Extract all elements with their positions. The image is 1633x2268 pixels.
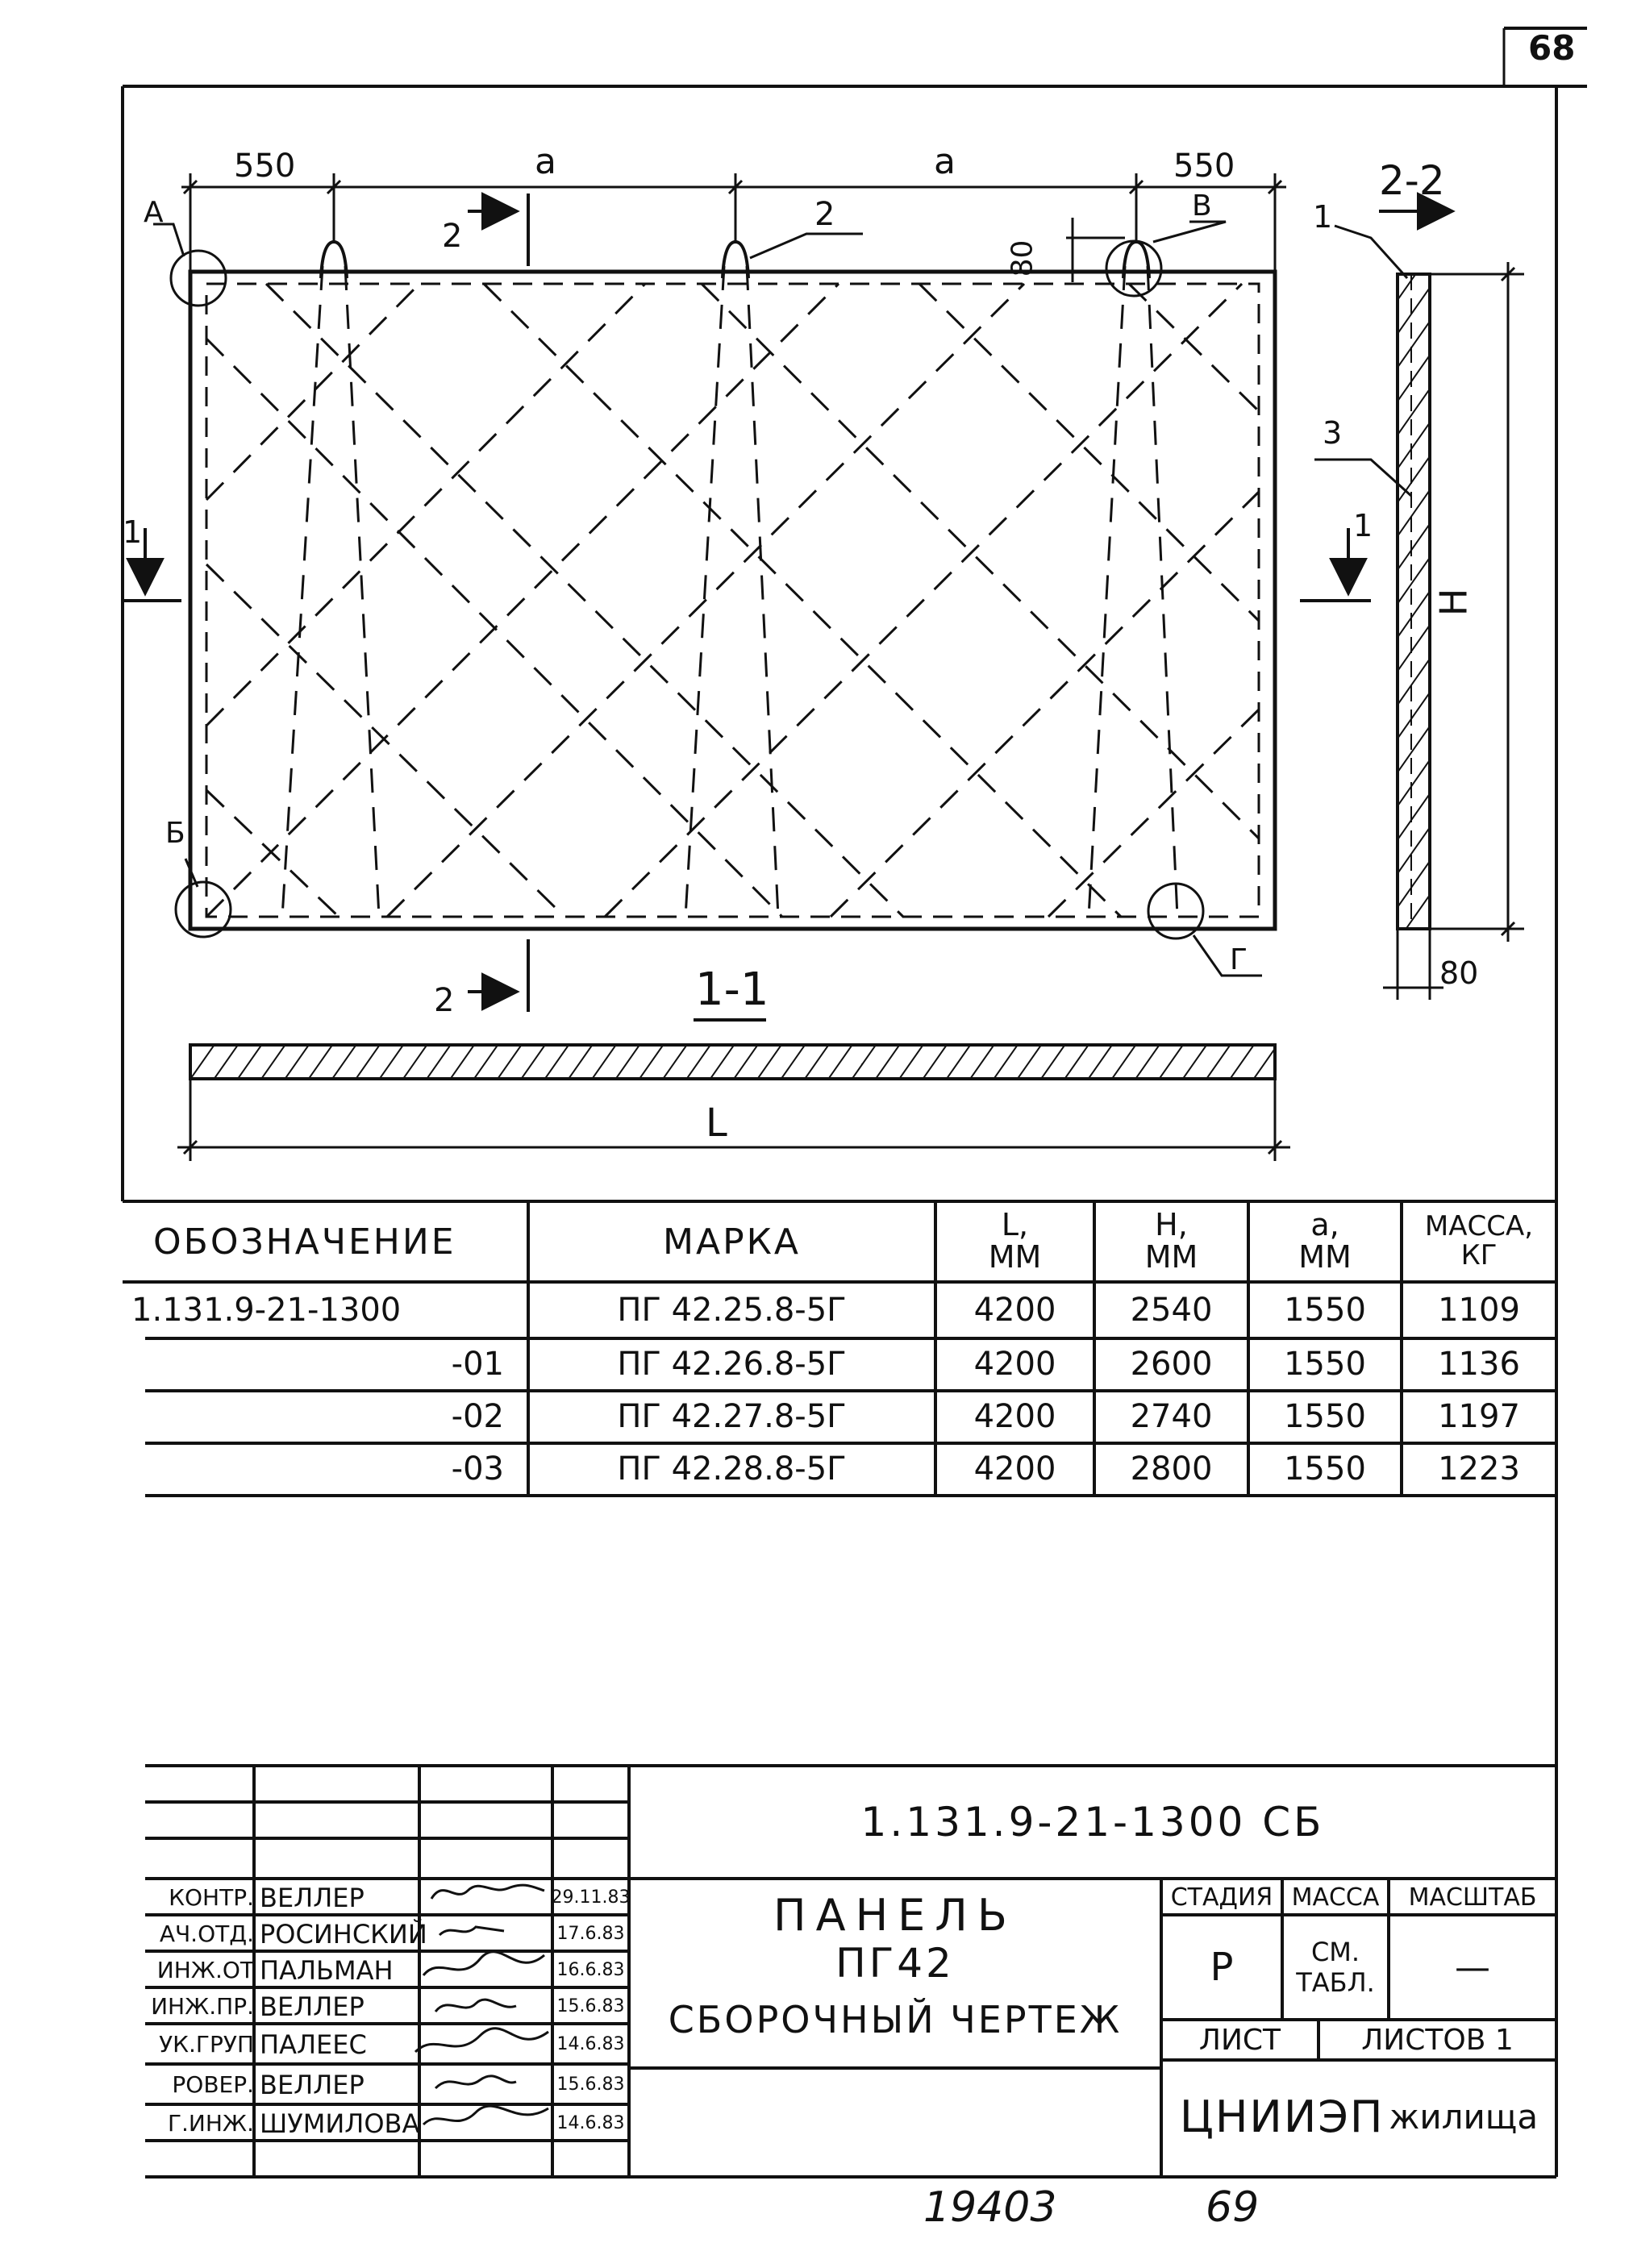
cell-mass: 1136 [1438,1346,1520,1383]
cell-l: 4200 [973,1450,1056,1488]
cut-label-2-bottom: 2 [434,982,455,1019]
cell-mark: ПГ 42.25.8-5Г [617,1292,847,1329]
header-l-label: L, [1001,1207,1029,1243]
cut-label-2-top: 2 [442,218,463,255]
signature-date: 15.6.83 [556,1996,625,2016]
signature-name: ПАЛЕЕС [260,2029,367,2060]
dim-550-right: 550 [1173,148,1235,185]
cut-label-1-left: 1 [123,514,143,550]
signature-role: КОНТР. [169,1884,254,1911]
header-mass-unit: КГ [1460,1239,1498,1271]
mass-label: МАССА [1291,1883,1380,1912]
cell-designation: -03 [451,1450,504,1488]
cell-designation: -02 [451,1398,504,1435]
cell-l: 4200 [973,1346,1056,1383]
cell-l: 4200 [973,1292,1056,1329]
callout-position-2: 2 [814,196,835,233]
handwritten-signatures [415,1885,548,2124]
header-h-unit: ММ [1144,1239,1198,1275]
title-line-3: СБОРОЧНЫЙ ЧЕРТЕЖ [668,1998,1123,2041]
page-number: 68 [1528,28,1576,68]
signature-date: 14.6.83 [556,2113,625,2133]
cell-l: 4200 [973,1398,1056,1435]
header-l [935,1205,1094,1278]
signature-name: ВЕЛЛЕР [260,1991,365,2022]
header-a [1248,1205,1402,1278]
title-line-2: ПГ42 [835,1940,955,1987]
section-1-1 [177,1020,1290,1161]
cell-h: 2740 [1130,1398,1213,1435]
sheet-label: ЛИСТ [1198,2023,1281,2057]
section-2-2 [1314,211,1524,1000]
mass-value [1282,1919,1389,2016]
callout-b: Б [165,817,185,850]
signature-name: ШУМИЛОВА [260,2108,420,2139]
cell-mass: 1223 [1438,1450,1520,1488]
cell-h: 2800 [1130,1450,1213,1488]
cell-a: 1550 [1284,1292,1366,1329]
cell-mass: 1197 [1438,1398,1520,1435]
cell-a: 1550 [1284,1450,1366,1488]
callout-a: А [144,196,164,229]
cell-mark: ПГ 42.27.8-5Г [617,1398,847,1435]
header-a-label: a, [1310,1207,1339,1243]
title-line-1: ПАНЕЛЬ [773,1889,1017,1941]
header-l-unit: ММ [988,1239,1042,1275]
dim-a-left: a [535,141,556,182]
organization-name-main: ЦНИИЭП [1179,2091,1385,2142]
header-h [1094,1205,1248,1278]
signature-date: 16.6.83 [556,1960,625,1980]
signature-name: ВЕЛЛЕР [260,1882,365,1913]
header-designation: ОБОЗНАЧЕНИЕ [153,1221,456,1263]
cut-label-1-right: 1 [1353,508,1373,543]
signature-date: 17.6.83 [556,1924,625,1944]
sheet-number: 69 [1206,2183,1260,2232]
header-mass-label: МАССА, [1424,1210,1534,1243]
signature-name: РОСИНСКИЙ [260,1918,427,1950]
cell-h: 2600 [1130,1346,1213,1383]
dim-length-L: L [706,1101,727,1146]
inventory-number: 19403 [923,2183,1057,2232]
signature-role: ИНЖ.ОТ [156,1957,254,1983]
detail-circle-a [171,251,226,306]
signature-date: 29.11.83 [551,1887,631,1908]
callout-position-1: 1 [1313,199,1333,235]
signature-role: РОВЕР. [172,2071,254,2098]
sheets-total-label: ЛИСТОВ 1 [1361,2023,1514,2057]
callout-v: В [1192,189,1212,223]
callout-position-3: 3 [1323,415,1343,451]
panel-plan-view [153,222,1275,976]
cell-a: 1550 [1284,1398,1366,1435]
signature-role: АЧ.ОТД. [159,1921,254,1947]
signature-name: ВЕЛЛЕР [260,2069,365,2100]
mass-value-line-2: ТАБЛ. [1296,1967,1375,1998]
signature-role: УК.ГРУП [159,2031,254,2058]
document-code: 1.131.9-21-1300 СБ [860,1799,1325,1846]
callout-g: Г [1230,943,1248,976]
cut-marker-1 [123,528,1371,601]
section-title-1-1: 1-1 [695,963,769,1016]
header-a-unit: ММ [1298,1239,1352,1275]
cell-designation: -01 [451,1346,504,1383]
section-title-2-2: 2-2 [1379,157,1445,204]
dim-80-top: 80 [1006,239,1039,277]
stage-label: СТАДИЯ [1170,1883,1273,1912]
dim-80-bottom: 80 [1439,955,1479,991]
cell-mark: ПГ 42.26.8-5Г [617,1346,847,1383]
signature-role: ИНЖ.ПР. [151,1993,254,2020]
cell-designation: 1.131.9-21-1300 [131,1292,402,1329]
mass-value-line-1: СМ. [1310,1936,1360,1967]
signature-role: Г.ИНЖ. [167,2110,254,2137]
dim-550-left: 550 [234,148,296,185]
organization-name [1161,2064,1556,2169]
signature-date: 14.6.83 [556,2034,625,2054]
signature-date: 15.6.83 [556,2074,625,2095]
scale-value: — [1455,1946,1490,1988]
dim-height-H: H [1431,588,1476,617]
header-h-label: H, [1155,1207,1188,1243]
scale-label: МАСШТАБ [1408,1883,1537,1912]
organization-name-sub: жилища [1389,2096,1539,2137]
dim-a-right: a [934,141,956,182]
signature-name: ПАЛЬМАН [260,1954,394,1986]
cell-mark: ПГ 42.28.8-5Г [617,1450,847,1488]
cell-a: 1550 [1284,1346,1366,1383]
header-mark: МАРКА [663,1221,801,1263]
header-mass [1402,1205,1556,1278]
cell-mass: 1109 [1438,1292,1520,1329]
cell-h: 2540 [1130,1292,1213,1329]
stage-value: Р [1210,1945,1234,1990]
